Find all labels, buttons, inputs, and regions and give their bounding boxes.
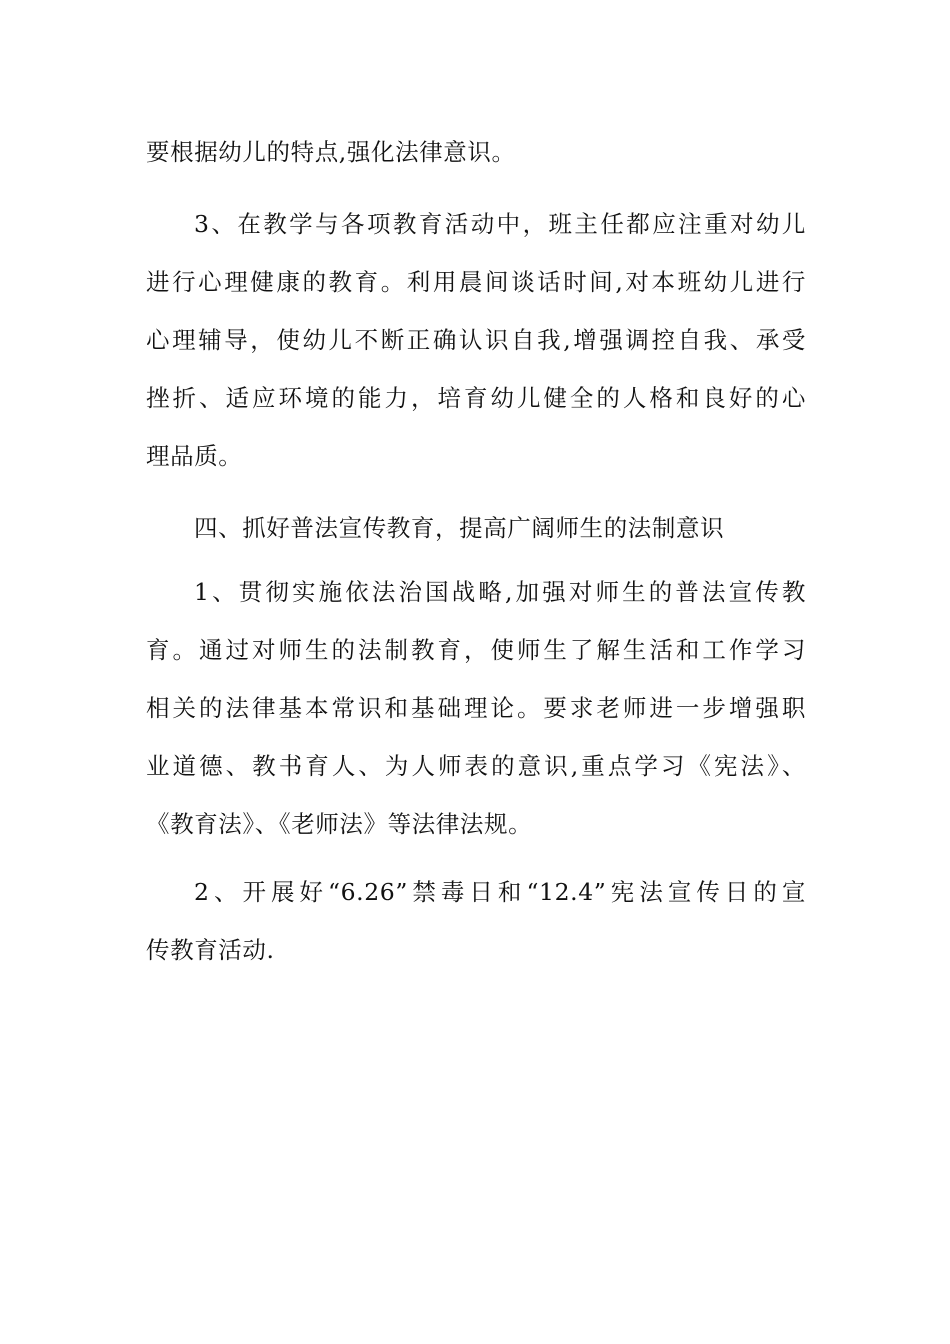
paragraph-line: 心理辅导，使幼儿不断正确认识自我,增强调控自我、承受 bbox=[146, 326, 806, 354]
paragraph-line: 挫折、适应环境的能力，培育幼儿健全的人格和良好的心 bbox=[146, 384, 806, 412]
paragraph-line: 3、在教学与各项教育活动中，班主任都应注重对幼儿 bbox=[194, 210, 806, 238]
paragraph-line: 要根据幼儿的特点,强化法律意识。 bbox=[146, 138, 516, 166]
paragraph-line: 1、贯彻实施依法治国战略,加强对师生的普法宣传教 bbox=[194, 578, 806, 606]
paragraph-line: 相关的法律基本常识和基础理论。要求老师进一步增强职 bbox=[146, 694, 806, 722]
paragraph-line: 理品质。 bbox=[146, 442, 243, 470]
paragraph-line: 2、开展好“6.26”禁毒日和“12.4”宪法宣传日的宣 bbox=[194, 878, 806, 906]
paragraph-line: 业道德、教书育人、为人师表的意识,重点学习《宪法》、 bbox=[146, 752, 806, 780]
section-heading: 四、抓好普法宣传教育，提高广阔师生的法制意识 bbox=[194, 514, 725, 542]
paragraph-line: 传教育活动. bbox=[146, 936, 275, 964]
paragraph-line: 育。通过对师生的法制教育，使师生了解生活和工作学习 bbox=[146, 636, 806, 664]
paragraph-line: 进行心理健康的教育。利用晨间谈话时间,对本班幼儿进行 bbox=[146, 268, 806, 296]
paragraph-line: 《教育法》、《老师法》等法律法规。 bbox=[146, 810, 533, 838]
